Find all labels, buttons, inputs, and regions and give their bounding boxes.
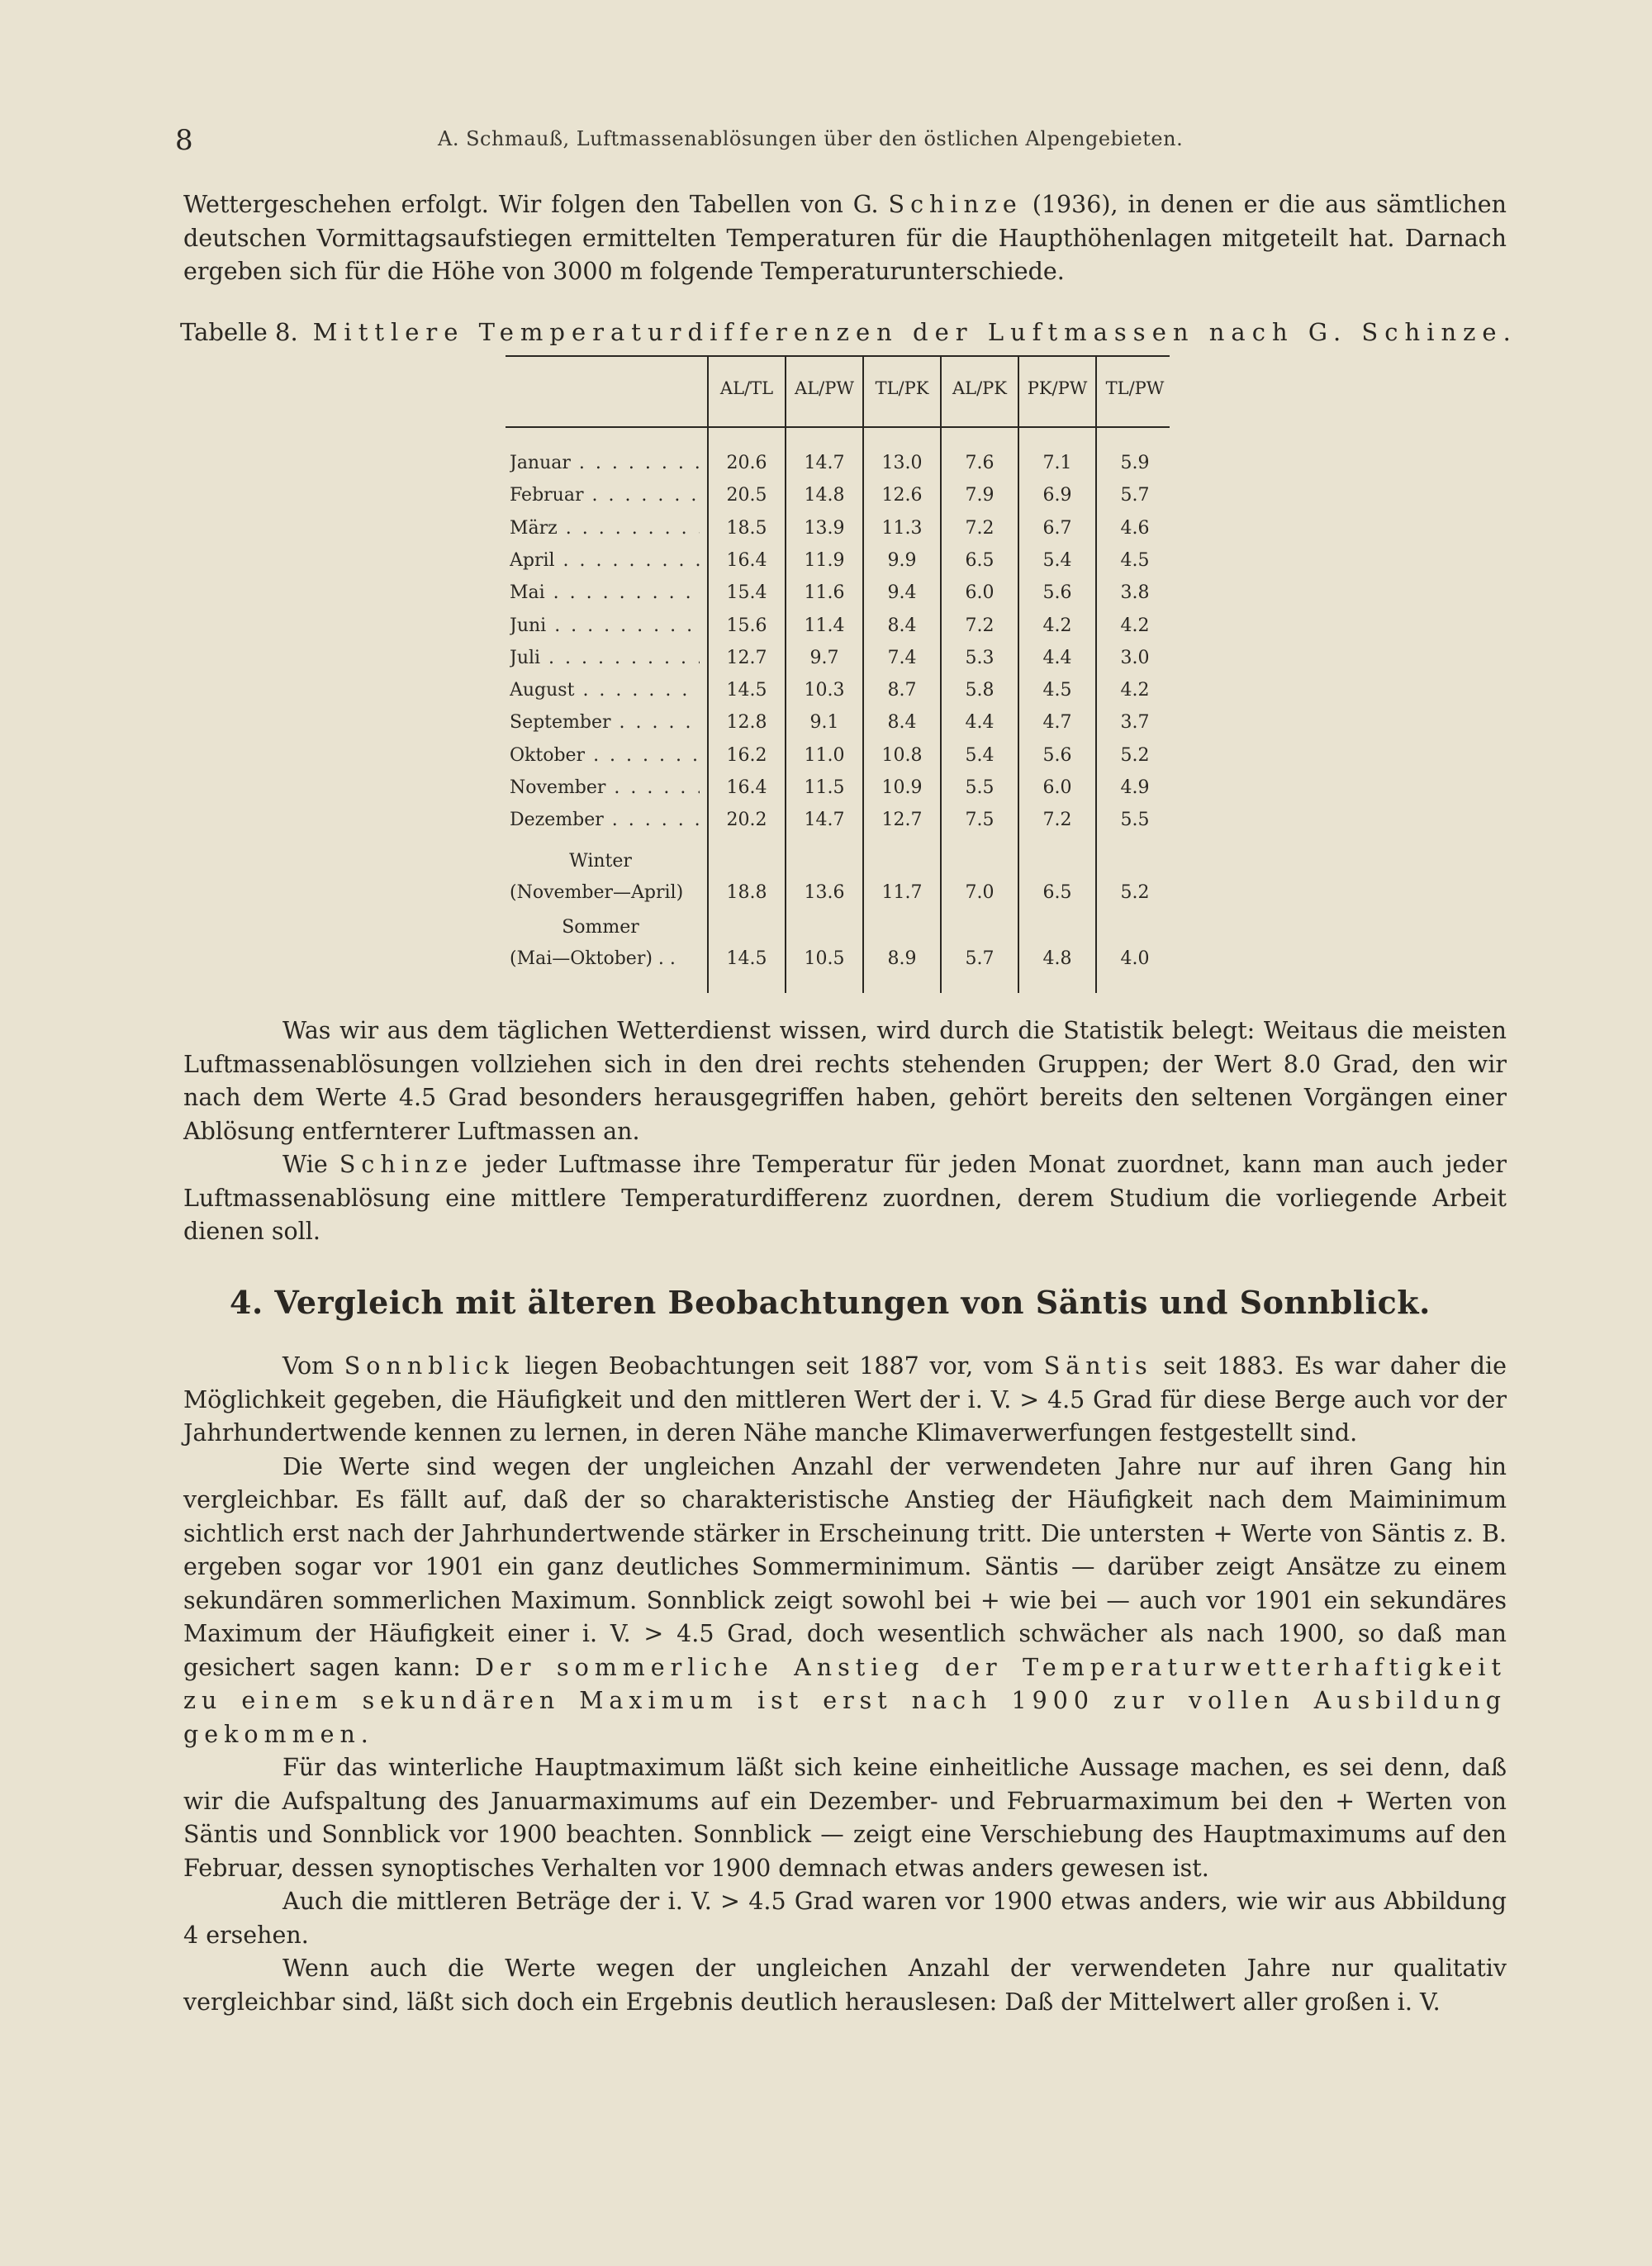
table-caption-label: Tabelle 8. [180, 318, 298, 346]
table-cell: 4.9 [1120, 777, 1150, 798]
table-row [0, 777, 1170, 810]
section-paragraph-5: Wenn auch die Werte wegen der ungleichen Anzahl der verwendeten Jahre nur qualitativ vergleichbar sind, läßt sich doch ein Ergebnis deutlich herauslesen: Daß der Mittelwert aller großen i. V. [183, 1955, 1507, 2016]
table-cell: 5.6 [1042, 744, 1072, 766]
table-cell: 7.4 [887, 647, 917, 668]
table-cell: 10.8 [881, 744, 923, 766]
discussion-text-2: jeder Luftmasse ihre Temperatur für jeden Monat zuordnet, kann man auch jeder Luftmassenablösung eine mittlere Temperaturdifferenz zuordnen, derem Studium die vorliegende Arbeit dienen soll. [183, 1151, 1507, 1245]
emphasized-conclusion: Der sommerliche Anstieg der Temperaturwetterhaftigkeit zu einem sekundären Maximum ist erst nach 1900 zur vollen Ausbildung gekommen. [183, 1653, 1507, 1748]
table-cell: 14.7 [804, 810, 845, 831]
row-label: Februar . . . [510, 485, 700, 506]
table-row [0, 582, 1170, 615]
table-cell: 16.4 [726, 549, 767, 571]
section-heading: 4. Vergleich mit älteren Beobachtungen von Säntis und Sonnblick. [230, 1284, 1431, 1321]
table-cell: 18.8 [726, 882, 767, 903]
author-name: Schinze [888, 191, 1023, 218]
table-cell: 18.5 [726, 517, 767, 539]
row-label: Mai . . . [510, 582, 700, 603]
section-p1-text-c: liegen Beobachtungen seit 1887 vor, vom [514, 1352, 1044, 1380]
row-label: Januar . . . [510, 453, 700, 473]
row-label: März . . . [510, 518, 700, 539]
page-header [175, 124, 1510, 157]
table-cell: 8.4 [887, 615, 917, 636]
section-paragraph-4: Auch die mittleren Beträge der i. V. > 4.5 Grad waren vor 1900 etwas anders, wie wir aus Abbildung 4 ersehen. [183, 1888, 1507, 1949]
table-cell: 5.6 [1042, 582, 1072, 604]
table-cell: 8.9 [887, 948, 917, 969]
row-label: Oktober . . . [510, 745, 700, 766]
table-cell: 7.9 [965, 485, 995, 506]
summary-label-season: Sommer [562, 917, 639, 938]
table-cell: 8.7 [887, 680, 917, 701]
table-cell: 11.4 [804, 615, 845, 636]
table-row [0, 518, 1170, 550]
station-name-saentis: Säntis [1043, 1352, 1153, 1380]
row-label: September . . . [510, 712, 700, 733]
table-row [0, 485, 1170, 517]
section-p1-text-e: seit 1883. Es war daher die Möglichkeit gegeben, die Häufigkeit und den mittleren Wert der i. V. > 4.5 Grad für diese Berge auch vor der Jahrhundertwende kennen zu lernen, in deren Nähe manche Klimaverwerfungen festgestellt sind. [183, 1352, 1507, 1447]
table-cell: 20.5 [726, 485, 767, 506]
author-name: Schinze [339, 1151, 474, 1178]
table-cell: 4.2 [1120, 615, 1150, 636]
table-cell: 6.0 [965, 582, 995, 604]
table-row [0, 712, 1170, 744]
table-cell: 7.5 [965, 810, 995, 831]
table-row [0, 745, 1170, 777]
table-caption-title: Mittlere Temperaturdifferenzen der Luftmassen nach G. Schinze. [312, 318, 1517, 346]
table-cell: 15.4 [726, 582, 767, 604]
column-header: TL/PW [1105, 378, 1165, 398]
table-cell: 12.7 [726, 647, 767, 668]
table-cell: 13.9 [804, 517, 845, 539]
table-cell: 5.4 [965, 744, 995, 766]
row-label: April . . . [510, 550, 700, 571]
table-cell: 4.4 [965, 712, 995, 734]
table-cell: 11.9 [804, 549, 845, 571]
table-cell: 5.7 [1120, 485, 1150, 506]
table-cell: 13.0 [881, 453, 923, 473]
table-cell: 5.4 [1042, 549, 1072, 571]
table-cell: 5.2 [1120, 744, 1150, 766]
page-number: 8 [175, 124, 193, 157]
discussion-paragraph-2 [183, 1148, 1507, 1249]
table-cell: 4.6 [1120, 517, 1150, 539]
table-cell: 14.8 [804, 485, 845, 506]
table-row [0, 810, 1170, 842]
table-cell: 12.6 [881, 485, 923, 506]
row-label: Dezember . . . [510, 810, 700, 830]
summary-label-range: (Mai—Oktober) . . [510, 948, 676, 969]
table-cell: 11.3 [881, 517, 923, 539]
section-p1-text-a: Vom [282, 1352, 344, 1380]
table-cell: 3.7 [1120, 712, 1150, 734]
table-cell: 10.9 [881, 777, 923, 798]
table-cell: 11.6 [804, 582, 845, 604]
table-cell: 5.5 [1120, 810, 1150, 831]
table-cell: 7.2 [965, 517, 995, 539]
table-cell: 7.0 [965, 882, 995, 903]
table-cell: 20.6 [726, 453, 767, 473]
table-top-rule [506, 355, 1170, 357]
column-header: AL/PK [952, 378, 1007, 398]
intro-text-2: (1936), in denen er die aus sämtlichen deutschen Vormittagsaufstiegen ermittelten Temperaturen für die Haupthöhenlagen mitgeteilt hat. Darnach ergeben sich für die Höhe von 3000 m folgende Temperaturunterschiede. [183, 191, 1507, 285]
table-cell: 6.9 [1042, 485, 1072, 506]
table-cell: 6.5 [965, 549, 995, 571]
table-cell: 4.2 [1120, 680, 1150, 701]
row-label: Juni . . . [510, 615, 700, 636]
table-cell: 5.8 [965, 680, 995, 701]
table-row [0, 615, 1170, 648]
table-cell: 10.5 [804, 948, 845, 969]
table-row [0, 453, 1170, 485]
table-cell: 5.2 [1120, 882, 1150, 903]
table-cell: 8.4 [887, 712, 917, 734]
section-paragraph-2 [183, 1451, 1507, 1752]
table-row [0, 648, 1170, 680]
table-header-rule [506, 426, 1170, 428]
row-label: August . . . [510, 680, 700, 701]
table-cell: 4.0 [1120, 948, 1150, 969]
table-cell: 9.7 [809, 647, 839, 668]
table-cell: 11.7 [881, 882, 923, 903]
table-cell: 6.0 [1042, 777, 1072, 798]
summary-row [0, 851, 1170, 917]
table-cell: 6.7 [1042, 517, 1072, 539]
intro-paragraph [183, 188, 1507, 289]
table-cell: 16.4 [726, 777, 767, 798]
table-caption [180, 316, 1517, 349]
table-cell: 6.5 [1042, 882, 1072, 903]
table-cell: 7.6 [965, 453, 995, 473]
summary-label-season: Winter [569, 851, 632, 872]
table-cell: 7.2 [965, 615, 995, 636]
table-cell: 9.4 [887, 582, 917, 604]
station-name-sonnblick: Sonnblick [344, 1352, 515, 1380]
table-cell: 3.0 [1120, 647, 1150, 668]
table-cell: 20.2 [726, 810, 767, 831]
table-cell: 5.5 [965, 777, 995, 798]
table-cell: 15.6 [726, 615, 767, 636]
table-cell: 7.1 [1042, 453, 1072, 473]
table-cell: 11.0 [804, 744, 845, 766]
section-body [183, 1350, 1507, 2019]
table-cell: 5.3 [965, 647, 995, 668]
table-cell: 11.5 [804, 777, 845, 798]
row-label: November . . . [510, 777, 700, 798]
column-header: PK/PW [1027, 378, 1088, 398]
discussion-text-1: Wie [282, 1151, 339, 1178]
table-cell: 3.8 [1120, 582, 1150, 604]
table-row [0, 550, 1170, 582]
table-cell: 9.1 [809, 712, 839, 734]
column-header: AL/PW [795, 378, 854, 398]
table-row [0, 680, 1170, 712]
table-cell: 4.8 [1042, 948, 1072, 969]
discussion-paragraphs [183, 1014, 1507, 1249]
intro-text-1: Wettergeschehen erfolgt. Wir folgen den Tabellen von G. [183, 191, 889, 218]
table-cell: 13.6 [804, 882, 845, 903]
running-title: A. Schmauß, Luftmassenablösungen über den östlichen Alpengebieten. [438, 127, 1184, 150]
section-p2-text-a: Die Werte sind wegen der ungleichen Anzahl der verwendeten Jahre nur auf ihren Gang hin vergleichbar. Es fällt auf, daß der so charakteristische Anstieg der Häufigkeit nach dem Maiminimum sichtlich erst nach der Jahrhundertwende stärker in Erscheinung tritt. Die untersten + Werte von Säntis z. B. ergeben sogar vor 1901 ein ganz deutliches Sommerminimum. Säntis — darüber zeigt Ansätze zu einem sekundären sommerlichen Maximum. Sonnblick zeigt sowohl bei + wie bei — auch vor 1901 ein sekundäres Maximum der Häufigkeit einer i. V. > 4.5 Grad, doch wesentlich schwächer als nach 1900, so daß man gesichert sagen kann: [183, 1452, 1507, 1681]
column-header: TL/PK [875, 378, 929, 398]
table-cell: 12.7 [881, 810, 923, 831]
table-cell: 4.4 [1042, 647, 1072, 668]
section-paragraph-1 [183, 1350, 1507, 1451]
summary-row [0, 917, 1170, 983]
table-cell: 4.5 [1042, 680, 1072, 701]
table-cell: 14.5 [726, 680, 767, 701]
table-cell: 4.2 [1042, 615, 1072, 636]
table-cell: 14.7 [804, 453, 845, 473]
column-header: AL/TL [719, 378, 774, 398]
table-cell: 10.3 [804, 680, 845, 701]
table-cell: 4.7 [1042, 712, 1072, 734]
table-cell: 4.5 [1120, 549, 1150, 571]
table-cell: 7.2 [1042, 810, 1072, 831]
summary-label-range: (November—April) [510, 882, 684, 903]
table-cell: 14.5 [726, 948, 767, 969]
table-cell: 5.9 [1120, 453, 1150, 473]
discussion-paragraph-1: Was wir aus dem täglichen Wetterdienst wissen, wird durch die Statistik belegt: Weitaus die meisten Luftmassenablösungen vollziehen sich in den drei rechts stehenden Gruppen; der Wert 8.0 Grad, den wir nach dem Werte 4.5 Grad besonders herausgegriffen haben, gehört bereits den seltenen Vorgängen einer Ablösung entfernterer Luftmassen an. [183, 1017, 1507, 1145]
table-cell: 12.8 [726, 712, 767, 734]
table-cell: 16.2 [726, 744, 767, 766]
section-paragraph-3: Für das winterliche Hauptmaximum läßt sich keine einheitliche Aussage machen, es sei denn, daß wir die Aufspaltung des Januarmaximums auf ein Dezember- und Februarmaximum bei den + Werten von Säntis und Sonnblick vor 1900 beachten. Sonnblick — zeigt eine Verschiebung des Hauptmaximums auf den Februar, dessen synoptisches Verhalten vor 1900 demnach etwas anders gewesen ist. [183, 1754, 1507, 1882]
table-cell: 5.7 [965, 948, 995, 969]
table-cell: 9.9 [887, 549, 917, 571]
row-label: Juli . . . [510, 648, 700, 668]
